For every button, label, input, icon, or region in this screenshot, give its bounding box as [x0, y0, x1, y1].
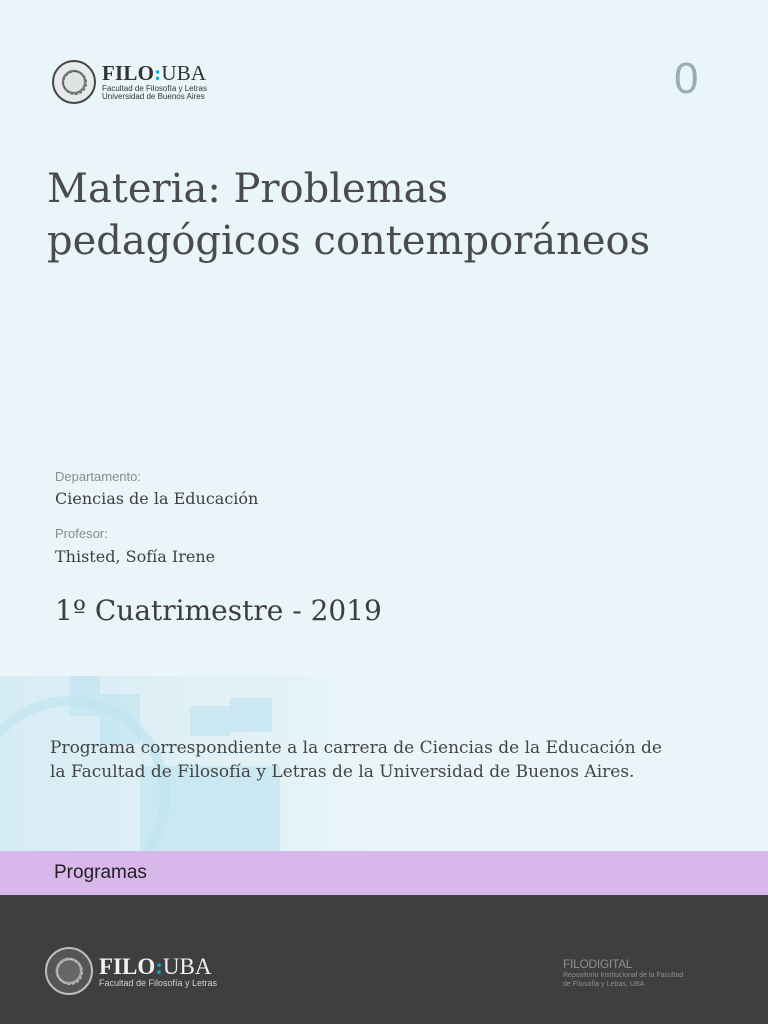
category-label: Programas — [54, 862, 147, 883]
logo-university: Universidad de Buenos Aires — [102, 92, 205, 101]
program-description — [50, 736, 730, 784]
logo-wordmark — [102, 63, 207, 84]
university-seal-icon — [52, 60, 96, 104]
footer-logo-faculty: Facultad de Filosofía y Letras — [99, 977, 218, 988]
logo-brand: FILO — [102, 61, 155, 85]
logo-colon: : — [154, 61, 162, 85]
category-band — [0, 851, 768, 895]
watermark-square — [230, 698, 272, 732]
logo-text — [102, 63, 207, 101]
professor-label: Profesor: — [55, 526, 108, 541]
footer-university-seal-icon — [45, 947, 93, 995]
footer-logo-wordmark — [99, 955, 217, 978]
page-title — [47, 163, 737, 267]
title-line-2: pedagógicos contemporáneos — [47, 218, 651, 264]
description-line-2: la Facultad de Filosofía y Letras de la Universidad de Buenos Aires. — [50, 762, 635, 782]
footer-logo-uba: UBA — [162, 953, 212, 979]
page-number: 0 — [674, 54, 699, 103]
repository-title: FILODIGITAL — [563, 957, 633, 971]
description-line-1: Programa correspondiente a la carrera de Ciencias de la Educación de — [50, 738, 662, 758]
footer-filo-uba-logo — [45, 947, 217, 995]
professor-value: Thisted, Sofía Irene — [55, 547, 216, 566]
repository-line-1: Repositorio Institucional de la Facultad — [563, 972, 684, 979]
department-value: Ciencias de la Educación — [55, 489, 259, 508]
footer-logo-brand: FILO — [99, 953, 156, 979]
title-line-1: Materia: Problemas — [47, 166, 448, 212]
department-label: Departamento: — [55, 469, 141, 484]
filodigital-logo — [563, 957, 753, 989]
filo-uba-logo — [52, 60, 207, 104]
academic-period: 1º Cuatrimestre - 2019 — [55, 594, 382, 627]
watermark-square — [70, 676, 100, 716]
logo-faculty: Facultad de Filosofía y Letras — [102, 84, 207, 93]
watermark-square — [190, 706, 230, 736]
footer — [0, 895, 768, 1024]
footer-logo-text — [99, 955, 217, 988]
logo-uba: UBA — [161, 61, 207, 85]
footer-logo-colon: : — [155, 953, 163, 979]
repository-line-2: de Filosofía y Letras, UBA — [563, 981, 645, 988]
